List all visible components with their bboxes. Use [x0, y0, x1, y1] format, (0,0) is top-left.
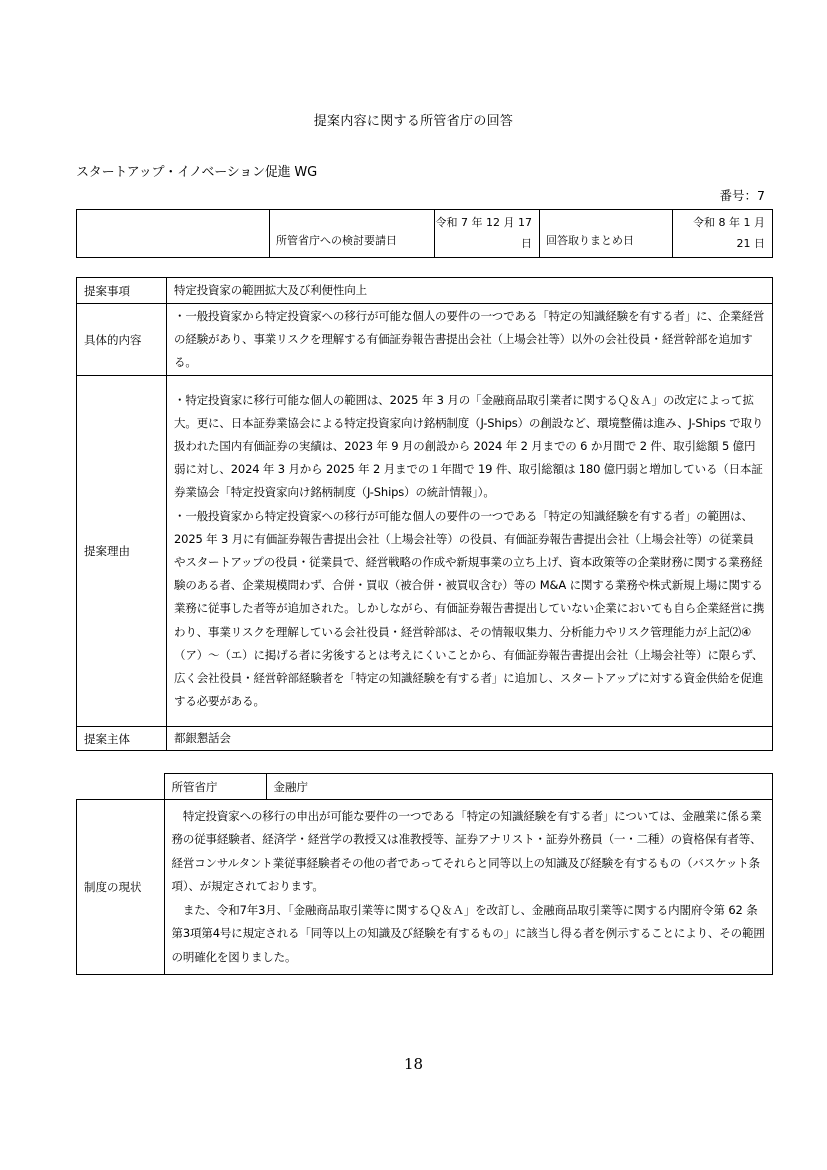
request-date-line1: 令和 7 年 12 月 17 — [435, 216, 532, 229]
status-paragraph-2: また、令和7年3月、「金融商品取引業等に関するＱ＆Ａ」を改訂し、金融商品取引業等に関する内閣府令第 62 条第3項第4号に規定される「同等以上の知識及び経験を有するもの」に該当し得る者を例示することにより、その範囲の明確化を図りました。 — [171, 902, 765, 964]
reply-date-line1: 令和 8 年 1 月 — [693, 216, 765, 229]
item-label: 提案事項 — [77, 278, 167, 304]
header-blank-cell — [77, 210, 270, 258]
proposal-table — [76, 277, 773, 751]
page-title: 提案内容に関する所管省庁の回答 — [313, 114, 514, 129]
reply-date-label: 回答取りまとめ日 — [540, 210, 673, 258]
reply-date — [673, 210, 773, 258]
request-date-label: 所管省庁への検討要請日 — [270, 210, 435, 258]
status-value — [164, 800, 773, 975]
page-number: 18 — [403, 1055, 424, 1073]
proposer-label: 提案主体 — [77, 727, 167, 751]
reason-label: 提案理由 — [77, 376, 167, 727]
header-table — [76, 209, 773, 258]
content-label: 具体的内容 — [77, 304, 167, 376]
request-date — [435, 210, 540, 258]
item-value: 特定投資家の範囲拡大及び利便性向上 — [167, 278, 773, 304]
ministry-label: 所管省庁 — [164, 774, 266, 800]
ministry-value: 金融庁 — [266, 774, 773, 800]
reason-value — [167, 376, 773, 727]
reason-paragraph-1: ・特定投資家に移行可能な個人の範囲は、2025 年 3 月の「金融商品取引業者に関するＱ＆Ａ」の改定によって拡大。更に、日本証券業協会による特定投資家向け銘柄制度（J-Ships）の創設など、環境整備は進み、J-Ships で取り扱われた国内有価証券の実績は、2023 年 9 月の創設から 2024 年 2 月までの 6 か月間で 2 件、取引総額 5 億円弱に対し、2024 年 3 月から 2025 年 2 月までの１年間で 19 件、取引総額は 180 億円弱と増加している（日本証券業協会「特定投資家向け銘柄制度（J-Ships）の統計情報」）。 — [174, 392, 764, 500]
status-paragraph-1: 特定投資家への移行の申出が可能な要件の一つである「特定の知識経験を有する者」については、金融業に係る業務の従事経験者、経済学・経営学の教授又は准教授等、証券アナリスト・証券外務員（一・二種）の資格保有者等、経営コンサルタント業従事経験者その他の者であってそれらと同等以上の知識及び経験を有するもの（バスケット条項）、が規定されております。 — [171, 809, 762, 894]
proposal-number: 番号：7 — [719, 188, 765, 203]
reason-paragraph-2: ・一般投資家から特定投資家への移行が可能な個人の要件の一つである「特定の知識経験を有する者」の範囲は、2025 年 3 月に有価証券報告書提出会社（上場会社等）の役員、有価証券報告書提出会社（上場会社等）の従業員やスタートアップの役員・従業員で、経営戦略の作成や新規事業の立ち上げ、資本政策等の企業財務に関する業務経験のある者、企業規模問わず、合併・買収（被合併・被買収含む）等の M&A に関する業務や株式新規上場に関する業務に従事した者等が追加された。しかしながら、有価証券報告書提出していない企業においても自ら企業経営に携わり、事業リスクを理解している会社役員・経営幹部は、その情報収集力、分析能力やリスク管理能力が上記⑵④（ア）～（エ）に掲げる者に劣後するとは考えにくいことから、有価証券報告書提出会社（上場会社等）に限らず、広く会社役員・経営幹部経験者を「特定の知識経験を有する者」に追加し、スタートアップに対する資金供給を促進する必要がある。 — [174, 508, 765, 709]
response-blank-cell — [77, 774, 165, 800]
reply-date-line2: 21 日 — [736, 237, 765, 250]
proposer-value: 都銀懇話会 — [167, 727, 773, 751]
request-date-line2: 日 — [521, 237, 532, 250]
content-value: ・一般投資家から特定投資家への移行が可能な個人の要件の一つである「特定の知識経験を有する者」に、企業経営の経験があり、事業リスクを理解する有価証券報告書提出会社（上場会社等）以外の会社役員・経営幹部を追加する。 — [167, 304, 773, 376]
status-label: 制度の現状 — [77, 800, 165, 975]
working-group-name: スタートアップ・イノベーション促進 WG — [76, 165, 317, 180]
response-table — [76, 773, 773, 975]
